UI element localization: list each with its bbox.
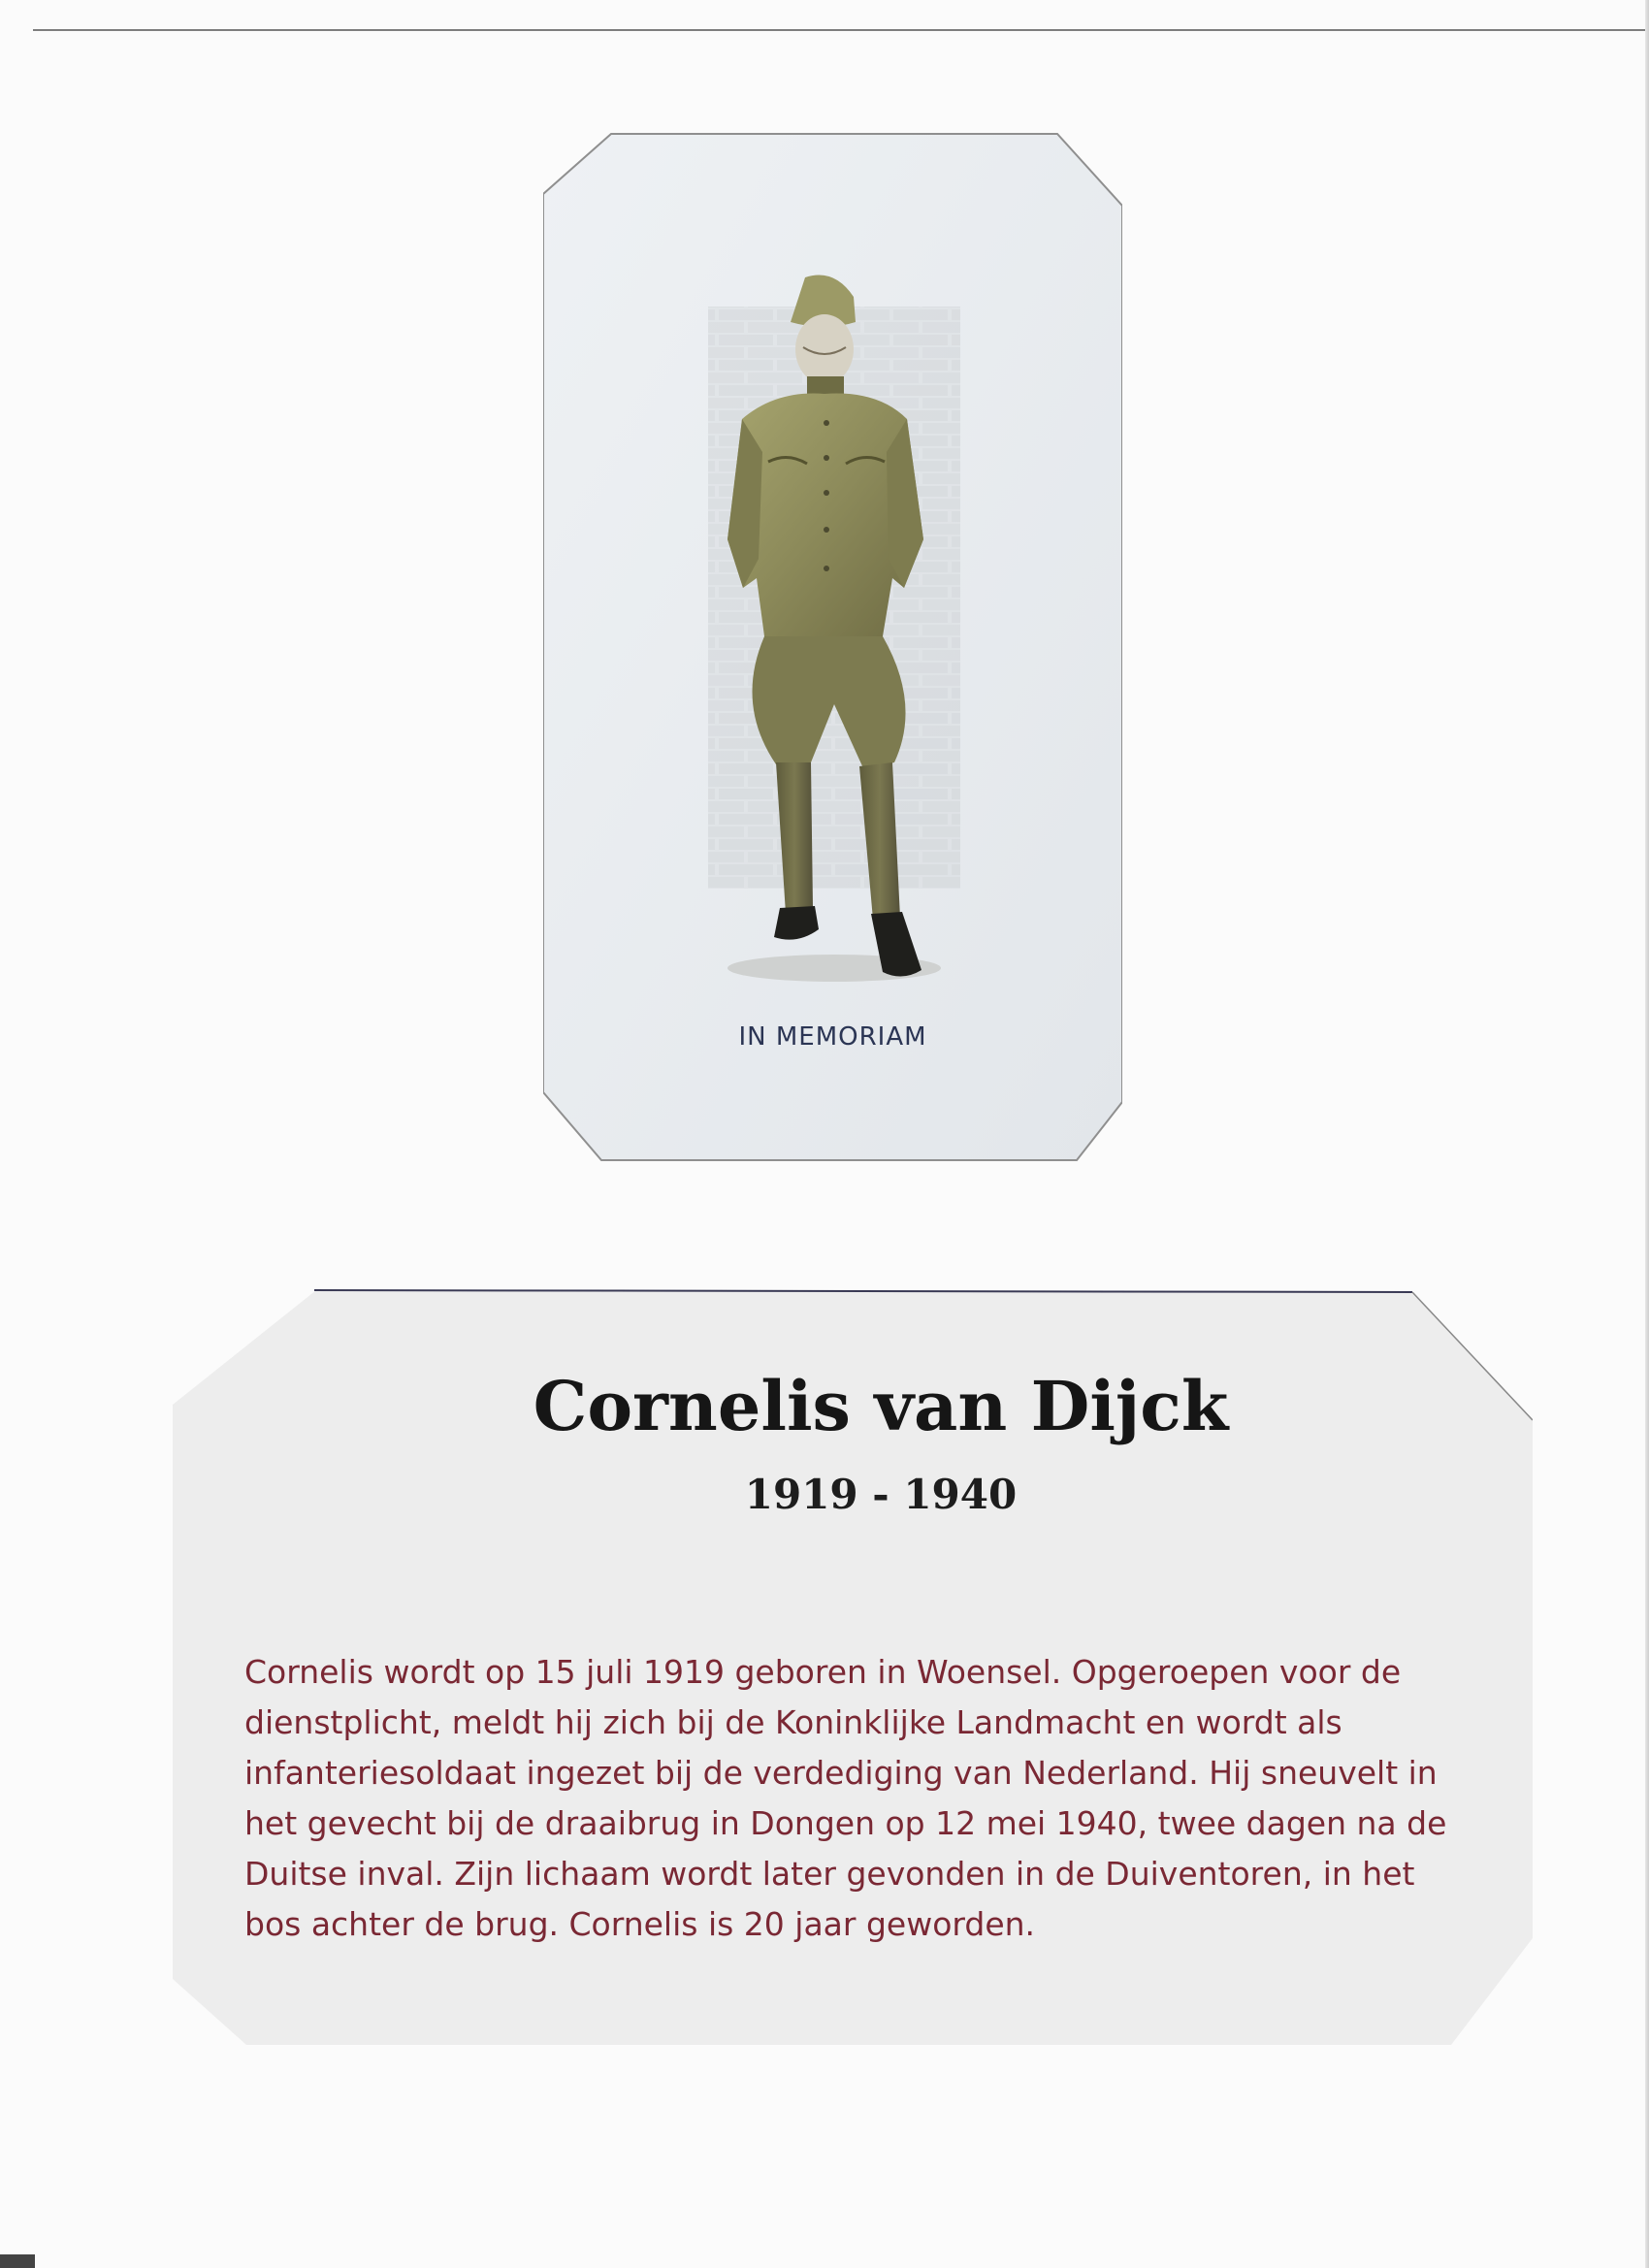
biography-paragraph: Cornelis wordt op 15 juli 1919 geboren in Woensel. Opgeroepen voor de dienstplicht, meldt hij zich bij de Koninklijke Landmacht en wordt als infanteriesoldaat ingezet bij de verdediging van Nederland. Hij sneuvelt in het gevecht bij de draaibrug in Dongen op 12 mei 1940, twee dagen na de Duitse inval. Zijn lichaam wordt later gevonden in de Duiventoren, in het bos achter de brug. Cornelis is 20 jaar geworden. bbox=[244, 1653, 1447, 1943]
memorial-card bbox=[543, 132, 1122, 1162]
person-name-heading: Cornelis van Dijck bbox=[533, 1366, 1229, 1446]
life-dates: 1919 - 1940 bbox=[744, 1471, 1018, 1518]
scan-corner-mark bbox=[0, 2254, 35, 2268]
soldier-portrait-photo bbox=[543, 132, 1122, 1162]
in-memoriam-caption: IN MEMORIAM bbox=[738, 1022, 927, 1052]
scan-right-edge bbox=[1645, 0, 1649, 2268]
scan-top-border-line bbox=[33, 29, 1649, 31]
biography-panel bbox=[173, 1288, 1533, 2045]
